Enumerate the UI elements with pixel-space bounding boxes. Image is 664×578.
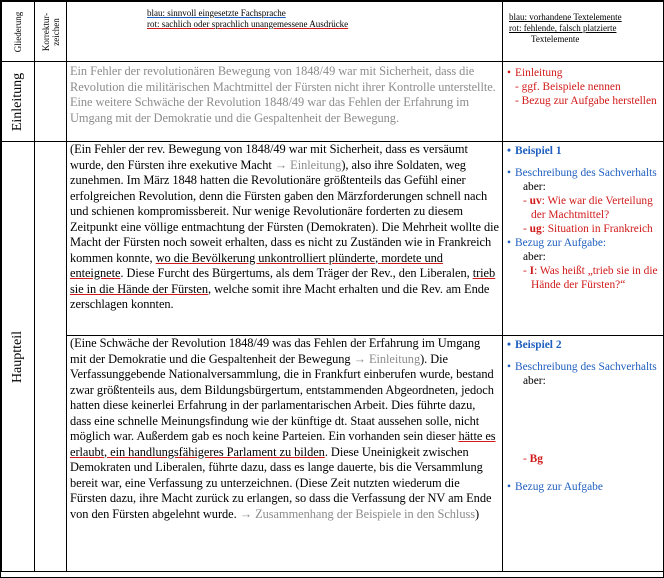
legend-right-blue: blau: vorhandene Textelemente [509, 12, 622, 22]
beispiel1-text-1: (Ein Fehler der rev. Bewegung von 1848/49 war mit Sicherheit, dass es versäumt wurde, den Fürsten ihre exekutive Macht [70, 142, 468, 172]
header-row [2, 2, 664, 62]
einleitung-text-cell [67, 62, 503, 142]
beispiel2-aber: aber: [523, 375, 546, 387]
beispiel1-uv-label: uv [529, 195, 542, 207]
legend-right-red: rot: fehlende, falsch platzierte [509, 23, 617, 33]
beispiel1-ug-label: ug [529, 223, 542, 235]
beispiel1-red-phrase-1: wo die Bevölkerung unkontrolliert plünderte, mordete und enteignete [70, 250, 443, 280]
beispiel2-red-phrase: hätte es erlaubt, ein handlungsfähigeres Parlament zu bilden [70, 429, 496, 459]
header-gliederung-label: Gliederung [13, 11, 23, 52]
einleitung-item2-text: Bezug zur Aufgabe herstellen [521, 95, 657, 107]
beispiel1-i: - I: Was heißt „trieb sie in die Hände der Fürsten?“ [523, 265, 658, 291]
beispiel1-uv-text: : Wie war die Verteilung der Machtmittel? [531, 195, 653, 221]
einleitung-label-cell [2, 62, 35, 142]
einleitung-bullet: • Einleitung [507, 66, 659, 80]
beispiel2-arrow-schluss: → Zusammenhang der Beispiele in den Schluss [239, 506, 476, 521]
einleitung-item1: - ggf. Beispiele nennen [515, 81, 621, 93]
beispiel1-uv: - uv: Wie war die Verteilung der Machtmittel? [523, 195, 653, 221]
beispiel1-red-phrase-2: trieb sie in die Hände der Fürsten [70, 266, 496, 296]
beispiel1-arrow-einleitung: → Einleitung [274, 157, 342, 172]
beispiel2-desc: • Beschreibung des Sachverhalts [507, 360, 659, 374]
einleitung-item2: - Bezug zur Aufgabe herstellen [515, 95, 657, 107]
beispiel1-text-cell [67, 142, 503, 336]
einleitung-korrektur-cell [35, 62, 67, 142]
beispiel1-aber-1: aber: [523, 181, 546, 193]
beispiel1-title: • Beispiel 1 [507, 144, 659, 158]
hauptteil-label: Hauptteil [10, 330, 25, 383]
beispiel1-text-4: , welche somit ihre Macht erhalten und die Rev. am Ende zerschlagen konnten. [70, 281, 490, 311]
beispiel1-notes-cell [503, 142, 664, 336]
beispiel2-notes-cell [503, 336, 664, 572]
beispiel2-bg-label: Bg [529, 453, 543, 465]
beispiel2-bg: - Bg [523, 453, 543, 465]
einleitung-row [2, 62, 664, 142]
beispiel2-title: • Beispiel 2 [507, 338, 659, 352]
einleitung-text: Ein Fehler der revolutionären Bewegung von 1848/49 war mit Sicherheit, dass die Revolution die militärischen Machtmittel der Fürsten nicht ihrer Kontrolle unterstellte. Eine weitere Schwäche der Revolution 1848/49 war das Fehlen der Erfahrung im Umgang mit der Demokratie und die Gespaltenheit der Bewegung. [70, 64, 496, 125]
beispiel2-text-3: . Diese Uneinigkeit zwischen Demokraten und Liberalen, führte dazu, dass es lange dauerte, bis die Versammlung bereit war, eine Verfassung zu unterzeichnen. (Diese Zeit nutzten wiederum die Fürsten dazu, ihre Macht zurück zu erlangen, so dass die Verfassung der NV am Ende von den Fürsten abgelehnt wurde. [70, 444, 492, 521]
beispiel1-i-text: : Was heißt „trieb sie in die Hände der Fürsten?“ [531, 265, 658, 291]
correction-table [1, 1, 664, 572]
header-notes [67, 2, 503, 62]
beispiel2-arrow-einleitung: → Einleitung [353, 351, 421, 366]
einleitung-label: Einleitung [10, 72, 25, 131]
hauptteil-korrektur-cell [35, 142, 67, 572]
beispiel2-row [2, 336, 664, 572]
beispiel1-ug-text: : Situation in Frankreich [541, 223, 653, 235]
beispiel2-text-2: ). Die Verfassunggebende Nationalversammlung, die in Frankfurt einberufen wurde, bestand zwar größtenteils aus, dem Bildungsbürgertum, entstammenden Abgeordneten, jedoch hatten diese keinerlei Erfahrung in der parlamentarischen Arbeit. Dies führte dazu, dass eine schnelle Meinungsfindung wie der künftige dt. Staat aussehen solle, nicht möglich war. Außerdem gab es noch keine Parteien. Ein vorhanden sein dieser [70, 351, 494, 443]
beispiel1-text-3: . Diese Furcht des Bürgertums, als dem Träger der Rev., den Liberalen, [120, 266, 473, 280]
beispiel2-text-1: (Eine Schwäche der Revolution 1848/49 was das Fehlen der Erfahrung im Umgang mit der Demokratie und die Gespaltenheit der Bewegung [70, 336, 481, 366]
einleitung-notes-cell [503, 62, 664, 142]
beispiel1-bezug: • Bezug zur Aufgabe: [507, 236, 659, 250]
header-korrekturzeichen [35, 2, 67, 62]
beispiel1-i-label: I [529, 265, 535, 277]
beispiel1-aber-2: aber: [523, 251, 546, 263]
beispiel1-ug: - ug: Situation in Frankreich [523, 223, 653, 235]
beispiel1-row [2, 142, 664, 336]
header-right [503, 2, 664, 62]
einleitung-item1-text: ggf. Beispiele nennen [521, 81, 621, 93]
legend-red-text: rot: sachlich oder sprachlich unangemessene Ausdrücke [147, 19, 349, 29]
beispiel2-bezug: • Bezug zur Aufgabe [507, 480, 659, 494]
beispiel2-text-cell [67, 336, 503, 572]
legend-right-red-cont: Textelemente [531, 34, 580, 44]
legend-blue-text: blau: sinnvoll eingesetzte Fachsprache [147, 8, 286, 18]
header-gliederung [2, 2, 35, 62]
beispiel1-text-2: ), also ihre Soldaten, weg zunehmen. Im März 1848 hatten die Revolutionäre größtenteils das Gefühl einer erfolgreichen Revolution, denn die Fürsten gaben den Märzforderungen schnell nach und schienen kompromissbereit. Nur wenige Revolutionäre forderten zu diesem Zeitpunkt eine völlige entmachtung der Fürsten (Demokraten). Die Mehrheit wollte die Macht der Fürsten noch soweit erhalten, dass es nicht zu Zuständen wie in Frankreich kommen konnte, [70, 157, 500, 265]
beispiel2-text-4: ) [475, 506, 480, 521]
beispiel1-desc: • Beschreibung des Sachverhalts [507, 166, 659, 180]
hauptteil-label-cell [2, 142, 35, 572]
header-korrekturzeichen-label: Korrektur-zeichen [40, 12, 61, 51]
